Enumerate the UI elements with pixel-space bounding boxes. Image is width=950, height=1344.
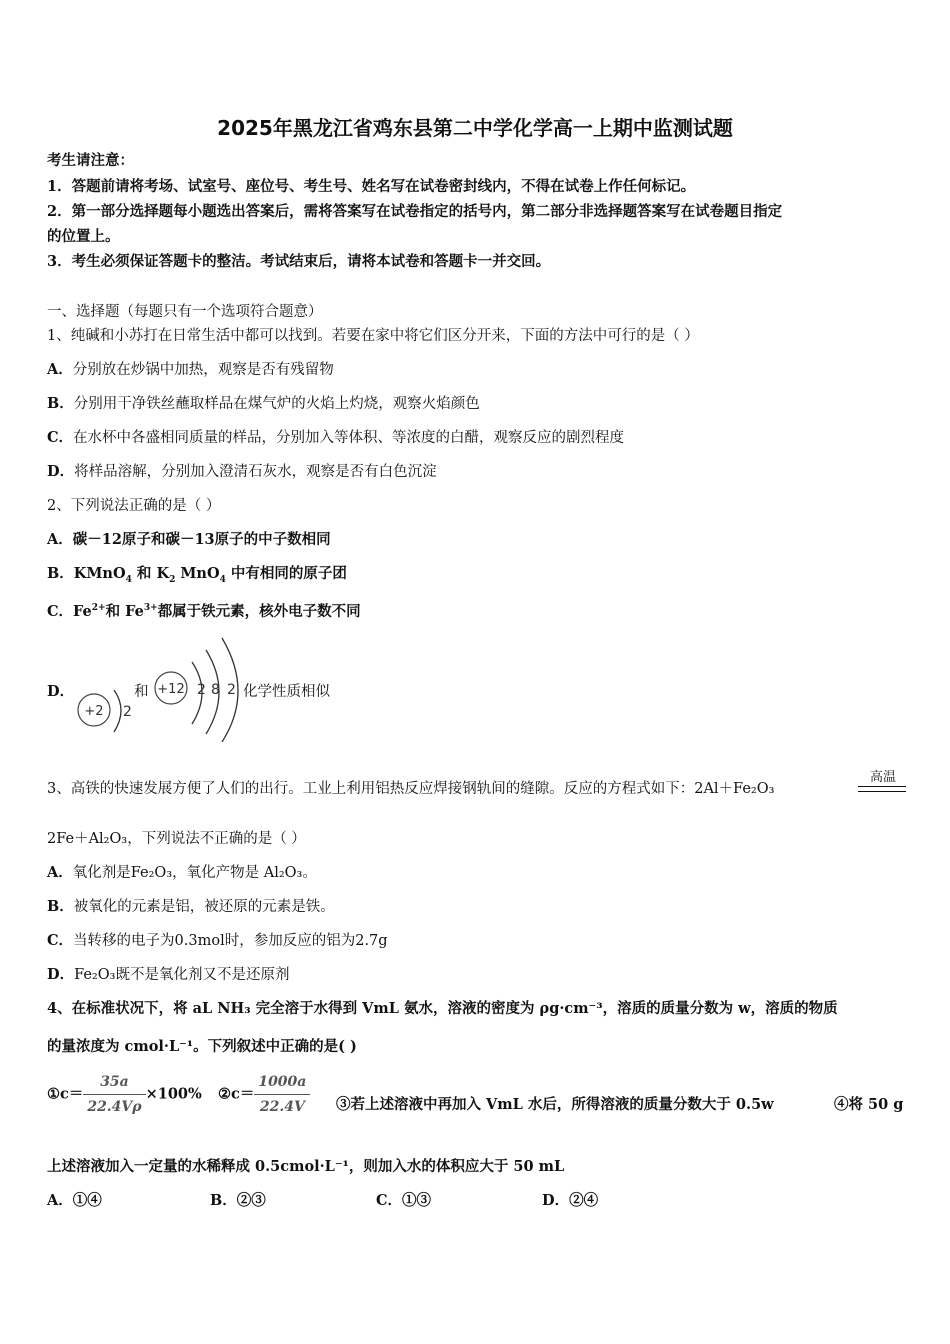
q4-option-a: A．①④ [47,1192,102,1209]
q4-option-c: C．①③ [376,1192,432,1209]
q2-option-b: B．KMnO$_4$ 和 $K_2$ MnO$_4$ 中有相同的原子团 [47,565,347,585]
q2-stem: 2、下列说法正确的是（ ） [47,498,221,514]
notice-item-1: 1．答题前请将考场、试室号、座位号、考生号、姓名写在试卷密封线内，不得在试卷上作任何标记。 [47,178,696,195]
q3-stem: 3、高铁的快速发展方便了人们的出行。工业上利用铝热反应焊接钢轨间的缝隙。反应的方程式如下：2Al＋Fe₂O₃ [47,781,775,797]
notice-heading: 考生请注意： [47,152,134,169]
atom2-shell-3-electrons: 2 [227,682,236,698]
notice-item-2-cont: 的位置上。 [47,228,120,245]
q3-option-c: C．当转移的电子为0.3mol时，参加反应的铝为2.7g [47,932,388,949]
q4-statement-4-start: ④将 50 g [834,1096,904,1113]
q2-option-d-and: 和 [134,684,149,700]
atom2-nucleus-label: +12 [157,682,185,697]
notice-item-3: 3．考生必须保证答题卡的整洁。考试结束后，请将本试卷和答题卡一并交回。 [47,253,551,270]
atom1-shell [114,690,121,732]
q2-option-c: C．$Fe^{2+}$和 $Fe^{3+}$都属于铁元素，核外电子数不同 [47,602,361,620]
q3-equals-sign [858,786,906,792]
q1-stem: 1、纯碱和小苏打在日常生活中都可以找到。若要在家中将它们区分开来，下面的方法中可行的是（ ） [47,328,699,344]
atom2-shell-2-electrons: 8 [211,682,220,698]
page-title: 2025年黑龙江省鸡东县第二中学化学高一上期中监测试题 [217,116,733,140]
notice-item-2: 2．第一部分选择题每小题选出答案后，需将答案写在试卷指定的括号内，第二部分非选择题答案写在试卷题目指定 [47,203,783,220]
q2-option-a: A．碳－12原子和碳－13原子的中子数相同 [47,531,331,548]
atom2-shell-1-electrons: 2 [197,682,206,698]
q3-option-d: D．Fe₂O₃既不是氧化剂又不是还原剂 [47,966,290,983]
atom-diagrams [70,632,250,742]
atom1-nucleus-label: +2 [84,704,104,719]
q1-option-b: B．分别用干净铁丝蘸取样品在煤气炉的火焰上灼烧，观察火焰颜色 [47,395,480,412]
q2-option-d-letter: D． [47,683,75,700]
q4-stem-1: 4、在标准状况下，将 aL NH₃ 完全溶于水得到 VmL 氨水，溶液的密度为 ρg·cm⁻³，溶质的质量分数为 w，溶质的物质 [47,1000,838,1017]
q4-stem-2: 的量浓度为 cmol·L⁻¹。下列叙述中正确的是( ) [47,1038,357,1055]
q4-fraction-1: $\frac{35a}{22.4V\rho}$ [83,1070,145,1119]
q3-option-a: A．氧化剂是Fe₂O₃，氧化产物是 Al₂O₃。 [47,864,317,881]
q4-statement-4-cont: 上述溶液加入一定量的水稀释成 0.5cmol·L⁻¹，则加入水的体积应大于 50 mL [47,1158,565,1175]
q1-option-c: C．在水杯中各盛相同质量的样品，分别加入等体积、等浓度的白醋，观察反应的剧烈程度 [47,429,625,446]
q4-statement-3: ③若上述溶液中再加入 VmL 水后，所得溶液的质量分数大于 0.5w [336,1096,774,1113]
q3-condition: 高温 [869,770,896,785]
q3-option-b: B．被氧化的元素是铝，被还原的元素是铁。 [47,898,335,915]
q4-option-d: D．②④ [542,1192,599,1209]
q4-fraction-2: $\frac{1000a}{22.4V}$ [254,1070,310,1119]
q2-option-d-tail: 化学性质相似 [243,684,330,700]
q4-statement-2: ②c＝ $\frac{1000a}{22.4V}$ [218,1070,310,1119]
q4-statement-1: ①c＝ $\frac{35a}{22.4V\rho}$ ×100% [47,1070,202,1119]
q1-option-d: D．将样品溶解，分别加入澄清石灰水，观察是否有白色沉淀 [47,463,437,480]
atom1-shell-electrons: 2 [123,704,132,720]
q3-stem-2: 2Fe＋Al₂O₃，下列说法不正确的是（ ） [47,831,306,847]
section-heading: 一、选择题（每题只有一个选项符合题意） [47,304,323,320]
q1-option-a: A．分别放在炒锅中加热，观察是否有残留物 [47,361,334,378]
q4-option-b: B．②③ [210,1192,266,1209]
